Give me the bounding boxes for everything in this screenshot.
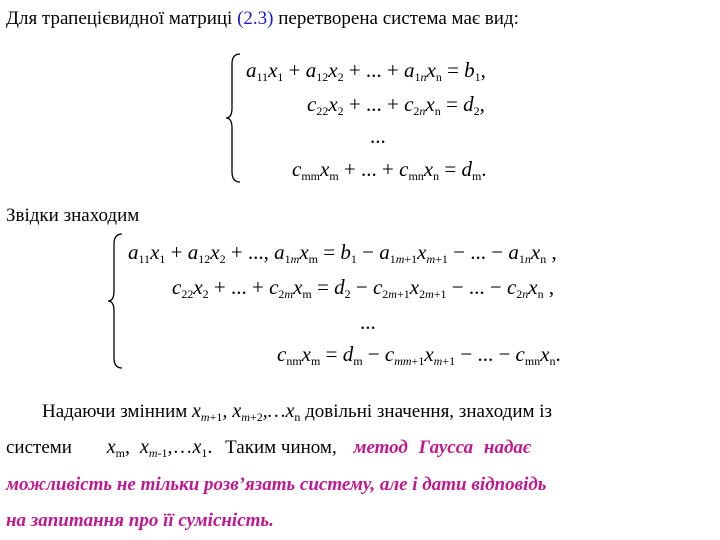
emphasis-gauss-method: метод Гаусса надає xyxy=(353,437,531,458)
system-2-equation-2: $c_{22}x_2$ + ... + $c_{2m}x_m = d_2 - c_{2m+1}x_{2m+1}$ − ... − $c_{2n}x_n$ , xyxy=(172,275,555,301)
system-2-equation-m: $c_{nm}x_m = d_m - c_{mm+1}x_{m+1}$ − ... − $c_{mn}x_n$. xyxy=(277,342,561,368)
left-brace-system-2 xyxy=(106,232,126,370)
paragraph-text-3: Таким чином, xyxy=(225,437,337,458)
intro-text-tail: перетворена система має вид: xyxy=(273,8,519,29)
intro-line xyxy=(6,8,519,30)
system-1-equation-m: $c_{mm}x_m$ + ... + $c_{mn}x_n = d_m$. xyxy=(292,157,487,183)
intro-text: Для трапецієвидної матриці xyxy=(6,8,238,29)
paragraph-text-tail: довільні значення, знаходим із xyxy=(305,401,553,422)
paragraph-text-2: системи xyxy=(6,437,72,458)
free-variables: $x_{m+1}$, $x_{m+2},\dots x_n$ xyxy=(192,400,301,424)
emphasis-line-3: на запитання про її сумісність. xyxy=(6,510,274,531)
system-1-ellipsis: ... xyxy=(370,124,386,148)
system-1-equation-2: $c_{22}x_2$ + ... + $c_{2n}x_n = d_2$, xyxy=(307,92,485,118)
system-2-ellipsis: ... xyxy=(360,310,376,334)
basic-variables: $x_m$, $x_{m-1},\dots x_1$. xyxy=(106,436,213,460)
equation-reference-link[interactable]: (2.3) xyxy=(237,8,274,29)
heading-find: Звідки знаходим xyxy=(6,205,140,226)
paragraph-text: Надаючи змінним xyxy=(42,401,188,422)
system-2-equation-1: $a_{11}x_1 + a_{12}x_2$ + ..., $a_{1m}x_m = b_1 - a_{1m+1}x_{m+1}$ − ... − $a_{1n}x_n$ , xyxy=(128,240,557,266)
paragraph-line-1 xyxy=(42,400,552,425)
emphasis-line-2: можливість не тільки розв’язать систему, але і дати відповідь xyxy=(6,474,547,495)
system-1-equation-1: $a_{11}x_1 + a_{12}x_2$ + ... + $a_{1n}x_n = b_1$, xyxy=(246,58,486,84)
paragraph-line-2 xyxy=(6,436,712,461)
left-brace-system-1 xyxy=(224,52,244,184)
